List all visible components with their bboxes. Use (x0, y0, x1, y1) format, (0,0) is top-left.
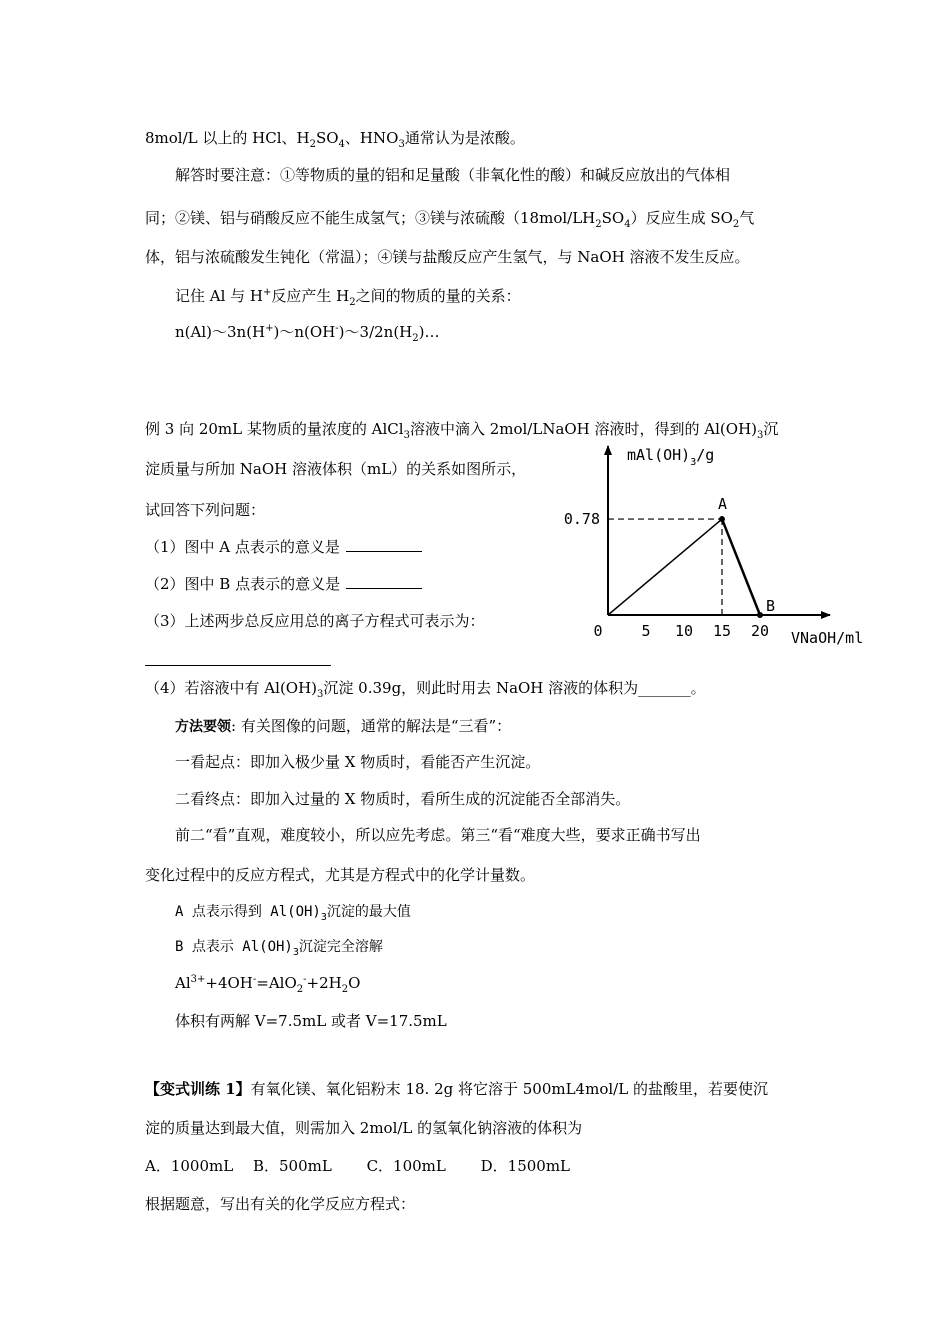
answer-volume: 体积有两解 V=7.5mL 或者 V=17.5mL (175, 1012, 447, 1030)
x-tick-0: 0 (593, 622, 603, 640)
variant-line1: 【变式训练 1】有氧化镁、氧化铝粉末 18. 2g 将它溶于 500mL4mol/L 的盐酸里，若要使沉 (145, 1080, 768, 1098)
y-axis-label: $mAl(OH)_3/g$ (627, 446, 715, 468)
x-tick-labels (593, 622, 769, 640)
paragraph-notes-line1: 解答时要注意：①等物质的量的铝和足量酸（非氧化性的酸）和碱反应放出的气体相 (175, 166, 731, 184)
point-label-B: B (766, 597, 776, 615)
x-axis-label: VNaOH/ml (791, 629, 864, 647)
question-4: （4）若溶液中有 $Al(OH)_3$沉淀 0.39g，则此时用去 NaOH 溶液的体积为_______。 (145, 679, 706, 700)
variant-options: A．1000mL B．500mL C．100mL D．1500mL (145, 1157, 571, 1175)
example3-line3: 试回答下列问题： (145, 501, 266, 519)
example3-line1: 例 3 向 20mL 某物质的量浓度的 AlCl$_3$溶液中滴入 2mol/LNaOH 溶液时，得到的 $Al(OH)_3$沉 (145, 420, 779, 441)
paragraph-concentrated-acids: 8mol/L 以上的 HCl、$H_2SO_4$、$HNO_3$通常认为是浓酸。 (145, 129, 525, 150)
method-step-3: 前二“看”直观，难度较小，所以应先考虑。第三“看“难度大些，要求正确书写出 (175, 826, 701, 844)
paragraph-remember: 记住 Al 与 H+反应产生 $H_2$之间的物质的量的关系： (175, 287, 521, 308)
variant-line2: 淀的质量达到最大值，则需加入 2mol/L 的氢氧化钠溶液的体积为 (145, 1119, 583, 1137)
method-label: 方法要领 (175, 719, 231, 735)
x-tick-5: 5 (641, 622, 651, 640)
answer-blank-1 (346, 537, 422, 552)
x-tick-20: 20 (750, 622, 770, 640)
paragraph-notes-line2: 同；②镁、铝与硝酸反应不能生成氢气；③镁与浓硫酸$(18mol/LH_2SO_4)$反应生成 $SO_2$气 (145, 209, 755, 230)
question-1: （1）图中 A 点表示的意义是 (145, 537, 422, 557)
precipitate-chart (555, 440, 875, 655)
x-tick-10: 10 (674, 622, 694, 640)
point-label-A: A (718, 495, 728, 514)
method-step-2: 二看终点：即加入过量的 X 物质时，看所生成的沉淀能否全部消失。 (175, 790, 631, 808)
series-segment-2 (722, 519, 760, 615)
series-segment-1 (608, 519, 722, 615)
x-tick-15: 15 (712, 622, 732, 640)
answer-a: A 点表示得到 $Al(OH)_3$沉淀的最大值 (175, 904, 411, 923)
paragraph-notes-line3: 体，铝与浓硫酸发生钝化（常温）；④镁与盐酸反应产生氢气，与 NaOH 溶液不发生反应。 (145, 248, 750, 266)
example3-line2: 淀质量与所加 NaOH 溶液体积（mL）的关系如图所示， (145, 460, 527, 478)
chart-series (608, 495, 775, 618)
answer-line-3 (145, 665, 331, 666)
point-B (757, 612, 763, 618)
method-step-4: 变化过程中的反应方程式，尤其是方程式中的化学计量数。 (145, 866, 536, 884)
method-line: 方法要领: 有关图像的问题，通常的解法是“三看”： (175, 717, 512, 735)
y-tick-label: 0.78 (563, 510, 600, 529)
answer-b: B 点表示 $Al(OH)_3$沉淀完全溶解 (175, 939, 383, 958)
point-A (719, 516, 725, 522)
variant-line4: 根据题意，写出有关的化学反应方程式： (145, 1195, 416, 1213)
question-2: （2）图中 B 点表示的意义是 (145, 574, 422, 594)
answer-equation: $Al^{3+}+4OH^-=AlO_2^-+2H_2O$ (175, 974, 361, 995)
variant-label: 【变式训练 1】 (145, 1080, 251, 1098)
answer-blank-2 (346, 574, 422, 589)
question-3: （3）上述两步总反应用总的离子方程式可表示为： (145, 612, 485, 630)
relation-formula: $n(Al)\sim 3n(H^+)\sim n(OH^-)\sim 3/2n(H_2)\dots$ (175, 323, 440, 344)
method-step-1: 一看起点：即加入极少量 X 物质时，看能否产生沉淀。 (175, 753, 541, 771)
